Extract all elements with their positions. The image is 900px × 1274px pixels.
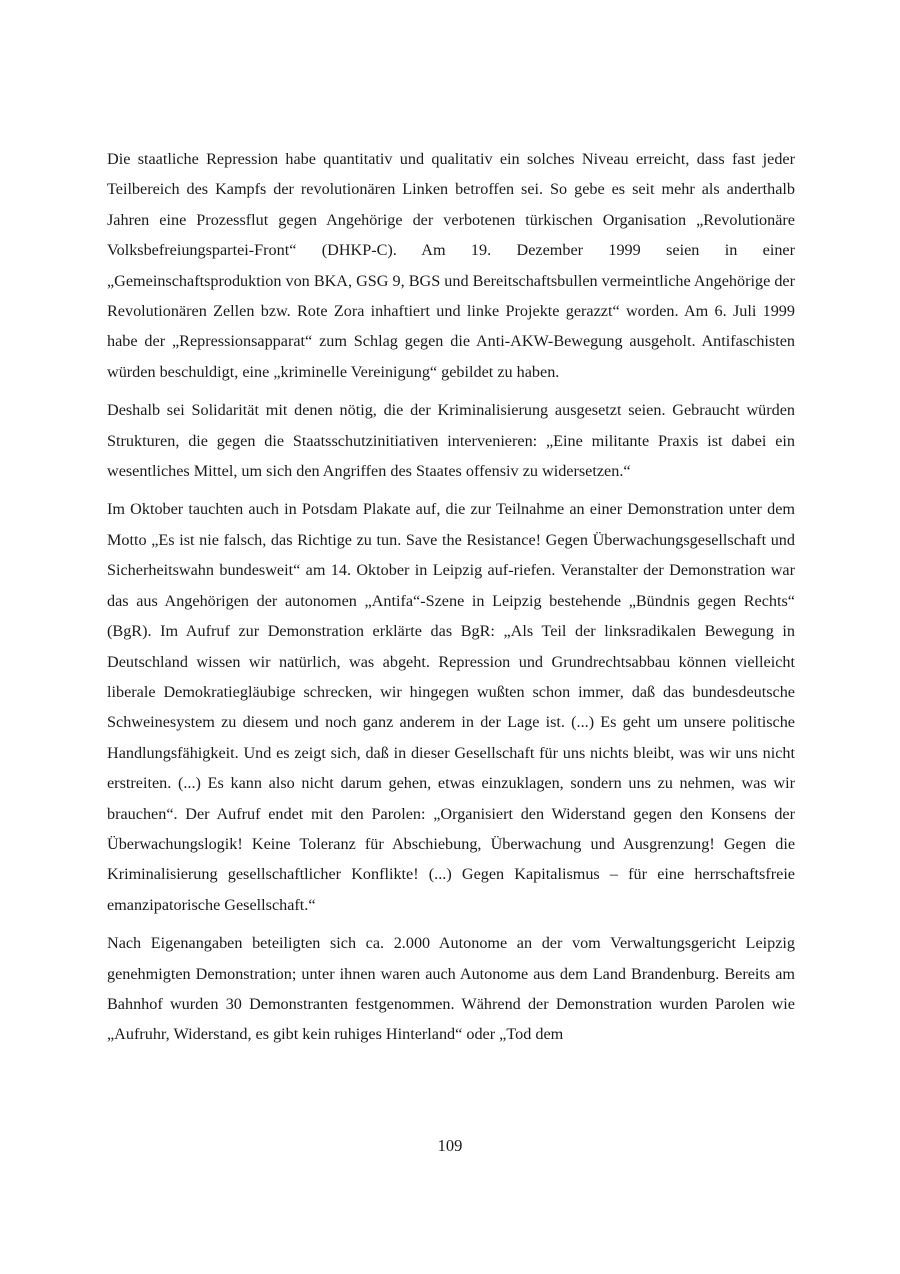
paragraph-solidarity: Deshalb sei Solidarität mit denen nötig, die der Kriminalisierung ausgesetzt seien. Gebraucht würden Strukturen, die gegen die Staatsschutzinitiativen intervenieren: „Eine militante Praxis ist dabei ein wesentliches Mittel, um sich den Angriffen des Staates offensiv zu widersetzen.“ [107,401,795,481]
paragraph-potsdam-demonstration: Im Oktober tauchten auch in Potsdam Plakate auf, die zur Teilnahme an einer Demonstration unter dem Motto „Es ist nie falsch, das Richtige zu tun. Save the Resistance! Gegen Überwachungsgesellschaft und Sicherheitswahn bundesweit“ am 14. Oktober in Leipzig auf-riefen. Veranstalter der Demonstration war das aus Angehörigen der autonomen „Antifa“-Szene in Leipzig bestehende „Bündnis gegen Rechts“ (BgR). Im Aufruf zur Demonstration erklärte das BgR: „Als Teil der linksradikalen Bewegung in Deutschland wissen wir natürlich, was abgeht. Repression und Grundrechtsabbau können vielleicht liberale Demokratiegläubige schrecken, wir hingegen wußten schon immer, daß das bundesdeutsche Schweinesystem zu diesem und noch ganz anderem in der Lage ist. (...) Es geht um unsere politische Handlungsfähigkeit. Und es zeigt sich, daß in dieser Gesellschaft für uns nichts bleibt, was wir uns nicht erstreiten. (...) Es kann also nicht darum gehen, etwas einzuklagen, sondern uns zu nehmen, was wir brauchen“. Der Aufruf endet mit den Parolen: „Organisiert den Widerstand gegen den Konsens der Überwachungslogik! Keine Toleranz für Abschiebung, Überwachung und Ausgrenzung! Gegen die Kriminalisierung gesellschaftlicher Konflikte! (...) Gegen Kapitalismus – für eine herrschaftsfreie emanzipatorische Gesellschaft.“ [107,500,795,914]
paragraph-leipzig-participants: Nach Eigenangaben beteiligten sich ca. 2.000 Autonome an der vom Verwaltungsgericht Leipzig genehmigten Demonstration; unter ihnen waren auch Autonome aus dem Land Brandenburg. Bereits am Bahnhof wurden 30 Demonstranten festgenommen. Während der Demonstration wurden Parolen wie „Aufruhr, Widerstand, es gibt kein ruhiges Hinterland“ oder „Tod dem [107,934,795,1044]
paragraph-repression: Die staatliche Repression habe quantitativ und qualitativ ein solches Niveau erreicht, dass fast jeder Teilbereich des Kampfs der revolutionären Linken betroffen sei. So gebe es seit mehr als anderthalb Jahren eine Prozessflut gegen Angehörige der verbotenen türkischen Organisation „Revolutionäre Volksbefreiungspartei-Front“ (DHKP-C). Am 19. Dezember 1999 seien in einer „Gemeinschaftsproduktion von BKA, GSG 9, BGS und Bereitschaftsbullen vermeintliche Angehörige der Revolutionären Zellen bzw. Rote Zora inhaftiert und linke Projekte gerazzt“ worden. Am 6. Juli 1999 habe der „Repressionsapparat“ zum Schlag gegen die Anti-AKW-Bewegung ausgeholt. Antifaschisten würden beschuldigt, eine „kriminelle Vereinigung“ gebildet zu haben. [107,150,795,381]
document-body [107,144,795,1058]
page-number: 109 [437,1136,463,1155]
